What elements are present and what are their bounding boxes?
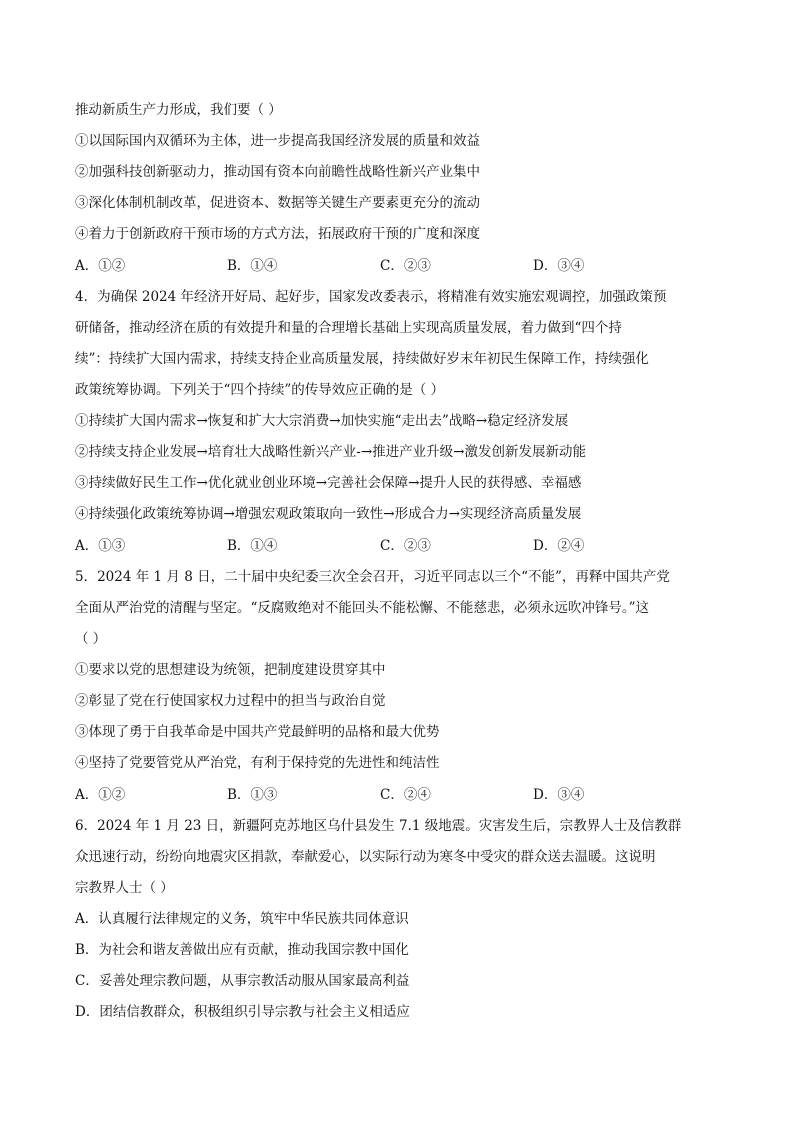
q5-statement-1: ①要求以党的思想建设为统领，把制度建设贯穿其中 xyxy=(75,662,386,678)
q4-stem-line-4: 政策统筹协调。下列关于“四个持续”的传导效应正确的是（ ） xyxy=(75,382,445,398)
q5-statement-2: ②彰显了党在行使国家权力过程中的担当与政治自觉 xyxy=(75,693,386,709)
q4-option-c[interactable]: C．②③ xyxy=(380,538,431,554)
q4-statement-4: ④持续强化政策统筹协调→增强宏观政策取向一致性→形成合力→实现经济高质量发展 xyxy=(75,506,582,522)
q5-option-a[interactable]: A．①② xyxy=(75,787,126,803)
q4-stem-line-3: 续”：持续扩大国内需求，持续支持企业高质量发展，持续做好岁末年初民生保障工作，持续强化 xyxy=(75,351,649,367)
q3-statement-3: ③深化体制机制改革，促进资本、数据等关键生产要素更充分的流动 xyxy=(75,195,480,211)
q6-choice-b[interactable]: B．为社会和谐友善做出应有贡献，推动我国宗教中国化 xyxy=(75,942,409,958)
q5-stem-line-2: 全面从严治党的清醒与坚定。“反腐败绝对不能回头不能松懈、不能慈悲，必须永远吹冲锋号。”这 xyxy=(75,600,650,616)
q5-option-b[interactable]: B．①③ xyxy=(227,787,278,803)
q3-stem: 推动新质生产力形成，我们要（ ） xyxy=(75,102,282,118)
q6-choice-d[interactable]: D．团结信教群众，积极组织引导宗教与社会主义相适应 xyxy=(75,1004,410,1020)
q5-statement-3: ③体现了勇于自我革命是中国共产党最鲜明的品格和最大优势 xyxy=(75,724,440,740)
q5-stem-line-1: 5．2024 年 1 月 8 日，二十届中央纪委三次全会召开，习近平同志以三个“不能”，再释中国共产党 xyxy=(75,569,670,585)
q4-statement-3: ③持续做好民生工作→优化就业创业环境→完善社会保障→提升人民的获得感、幸福感 xyxy=(75,475,582,491)
q5-option-d[interactable]: D．③④ xyxy=(533,787,585,803)
q5-option-c[interactable]: C．②④ xyxy=(380,787,431,803)
q5-statement-4: ④坚持了党要管党从严治党，有利于保持党的先进性和纯洁性 xyxy=(75,755,440,771)
q4-option-d[interactable]: D．②④ xyxy=(533,538,585,554)
q4-option-a[interactable]: A．①③ xyxy=(75,538,126,554)
q3-statement-2: ②加强科技创新驱动力，推动国有资本向前瞻性战略性新兴产业集中 xyxy=(75,164,480,180)
q4-stem-line-1: 4．为确保 2024 年经济开好局、起好步，国家发改委表示，将精准有效实施宏观调控，加强政策预 xyxy=(75,289,667,305)
q6-stem-line-3: 宗教界人士（ ） xyxy=(75,880,174,896)
q4-stem-line-2: 研储备，推动经济在质的有效提升和量的合理增长基础上实现高质量发展，着力做到“四个持 xyxy=(75,320,622,336)
q6-stem-line-1: 6．2024 年 1 月 23 日，新疆阿克苏地区乌什县发生 7.1 级地震。灾害发生后，宗教界人士及信教群 xyxy=(75,818,682,834)
q3-option-c[interactable]: C．②③ xyxy=(380,258,431,274)
q5-stem-line-3: （ ） xyxy=(75,631,107,647)
q3-option-a[interactable]: A．①② xyxy=(75,258,126,274)
q6-choice-a[interactable]: A．认真履行法律规定的义务，筑牢中华民族共同体意识 xyxy=(75,911,409,927)
q4-statement-1: ①持续扩大国内需求→恢复和扩大大宗消费→加快实施“走出去”战略→稳定经济发展 xyxy=(75,413,569,429)
q3-option-b[interactable]: B．①④ xyxy=(227,258,278,274)
q4-option-b[interactable]: B．①④ xyxy=(227,538,278,554)
q3-statement-4: ④着力于创新政府干预市场的方式方法，拓展政府干预的广度和深度 xyxy=(75,226,480,242)
q4-statement-2: ②持续支持企业发展→培育壮大战略性新兴产业-→推进产业升级→激发创新发展新动能 xyxy=(75,444,586,460)
q6-stem-line-2: 众迅速行动，纷纷向地震灾区捐款，奉献爱心，以实际行动为寒冬中受灾的群众送去温暖。这说明 xyxy=(75,849,656,865)
q3-statement-1: ①以国际国内双循环为主体，进一步提高我国经济发展的质量和效益 xyxy=(75,133,480,149)
q6-choice-c[interactable]: C．妥善处理宗教问题，从事宗教活动服从国家最高利益 xyxy=(75,973,410,989)
q3-option-d[interactable]: D．③④ xyxy=(533,258,585,274)
